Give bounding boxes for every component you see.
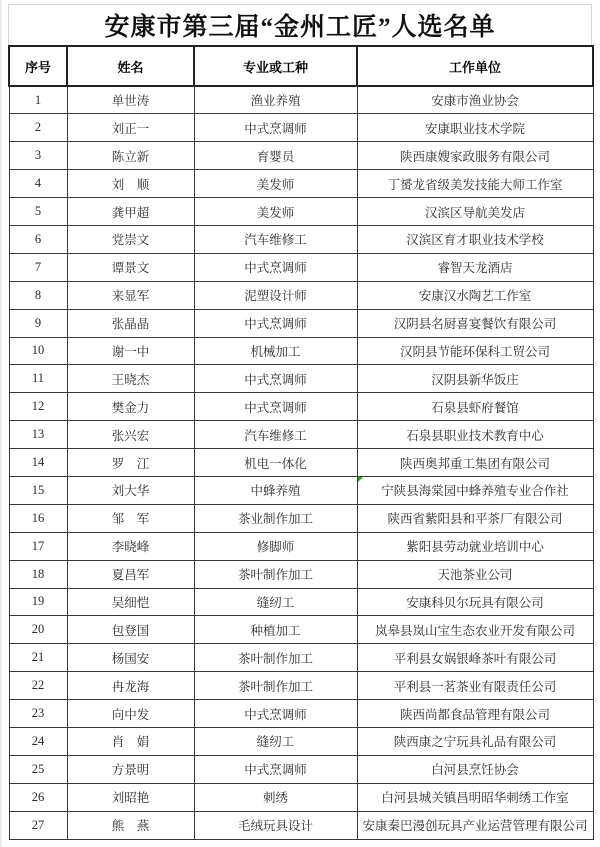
row-number-cell: 6	[9, 225, 67, 253]
work-unit-cell: 安康汉水陶艺工作室	[357, 281, 593, 309]
table-row	[9, 421, 593, 449]
row-number-cell: 14	[9, 449, 67, 477]
work-unit-cell: 宁陕县海棠园中蜂养殖专业合作社	[357, 476, 593, 504]
table-row	[9, 449, 593, 477]
work-unit-cell: 陕西尚都食品管理有限公司	[357, 700, 593, 728]
trade-cell: 机械加工	[194, 337, 357, 365]
work-unit-cell: 汉阴县新华饭庄	[357, 365, 593, 393]
name-cell: 冉龙海	[67, 672, 194, 700]
work-unit-cell: 陕西省紫阳县和平茶厂有限公司	[357, 504, 593, 532]
table-row	[9, 142, 593, 170]
row-number-cell: 9	[9, 309, 67, 337]
trade-cell: 修脚师	[194, 532, 357, 560]
header-trade: 专业或工种	[194, 46, 357, 86]
table-row	[9, 114, 593, 142]
row-number-cell: 27	[9, 811, 67, 839]
row-number-cell: 25	[9, 755, 67, 783]
work-unit-cell: 天池茶业公司	[357, 560, 593, 588]
row-number-cell: 23	[9, 700, 67, 728]
work-unit-cell: 汉滨区导航美发店	[357, 198, 593, 226]
work-unit-cell: 石泉县虾府餐馆	[357, 393, 593, 421]
trade-cell: 机电一体化	[194, 449, 357, 477]
name-cell: 李晓峰	[67, 532, 194, 560]
name-cell: 吴细恺	[67, 588, 194, 616]
work-unit-cell: 安康职业技术学院	[357, 114, 593, 142]
row-number-cell: 8	[9, 281, 67, 309]
table-row	[9, 672, 593, 700]
work-unit-cell: 汉滨区育才职业技术学校	[357, 225, 593, 253]
table-row	[9, 811, 593, 839]
work-unit-cell: 石泉县职业技术教育中心	[357, 421, 593, 449]
work-unit-cell: 平利县女娲银峰茶叶有限公司	[357, 644, 593, 672]
work-unit-cell: 岚皋县岚山宝生态农业开发有限公司	[357, 616, 593, 644]
trade-cell: 中式烹调师	[194, 114, 357, 142]
name-cell: 向中发	[67, 700, 194, 728]
table-row	[9, 393, 593, 421]
name-cell: 熊 燕	[67, 811, 194, 839]
work-unit-cell: 丁赟龙省级美发技能大师工作室	[357, 170, 593, 198]
table-row	[9, 198, 593, 226]
trade-cell: 渔业养殖	[194, 86, 357, 114]
row-number-cell: 3	[9, 142, 67, 170]
trade-cell: 刺绣	[194, 783, 357, 811]
table-row	[9, 225, 593, 253]
row-number-cell: 10	[9, 337, 67, 365]
name-cell: 张晶晶	[67, 309, 194, 337]
row-number-cell: 15	[9, 476, 67, 504]
work-unit-cell: 汉阴县名厨喜宴餐饮有限公司	[357, 309, 593, 337]
name-cell: 来显军	[67, 281, 194, 309]
trade-cell: 中式烹调师	[194, 755, 357, 783]
name-cell: 龚甲超	[67, 198, 194, 226]
table-row	[9, 309, 593, 337]
name-cell: 陈立新	[67, 142, 194, 170]
trade-cell: 茶叶制作加工	[194, 672, 357, 700]
trade-cell: 中式烹调师	[194, 253, 357, 281]
name-cell: 张兴宏	[67, 421, 194, 449]
work-unit-cell: 陕西康嫂家政服务有限公司	[357, 142, 593, 170]
row-number-cell: 4	[9, 170, 67, 198]
name-cell: 罗 江	[67, 449, 194, 477]
work-unit-cell: 安康科贝尔玩具有限公司	[357, 588, 593, 616]
row-number-cell: 12	[9, 393, 67, 421]
trade-cell: 汽车维修工	[194, 421, 357, 449]
page-title: 安康市第三届“金州工匠”人选名单	[104, 14, 496, 41]
header-name: 姓名	[67, 46, 194, 86]
row-number-cell: 17	[9, 532, 67, 560]
name-cell: 邹 军	[67, 504, 194, 532]
row-number-cell: 5	[9, 198, 67, 226]
row-number-cell: 26	[9, 783, 67, 811]
trade-cell: 种植加工	[194, 616, 357, 644]
trade-cell: 中式烹调师	[194, 365, 357, 393]
trade-cell: 育婴员	[194, 142, 357, 170]
table-row	[9, 337, 593, 365]
name-cell: 刘昭艳	[67, 783, 194, 811]
name-cell: 刘大华	[67, 476, 194, 504]
table-row	[9, 476, 593, 504]
table-row	[9, 253, 593, 281]
table-row	[9, 560, 593, 588]
trade-cell: 中式烹调师	[194, 393, 357, 421]
table-row	[9, 616, 593, 644]
table-row	[9, 700, 593, 728]
trade-cell: 中式烹调师	[194, 700, 357, 728]
header-work-unit: 工作单位	[357, 46, 593, 86]
row-number-cell: 22	[9, 672, 67, 700]
row-number-cell: 13	[9, 421, 67, 449]
document-title-block	[8, 4, 592, 45]
trade-cell: 茶叶制作加工	[194, 560, 357, 588]
trade-cell: 中式烹调师	[194, 309, 357, 337]
trade-cell: 缝纫工	[194, 727, 357, 755]
row-number-cell: 20	[9, 616, 67, 644]
row-number-cell: 16	[9, 504, 67, 532]
table-row	[9, 281, 593, 309]
work-unit-cell: 平利县一茗茶业有限责任公司	[357, 672, 593, 700]
header-row	[9, 46, 593, 86]
table-row	[9, 783, 593, 811]
trade-cell: 茶叶制作加工	[194, 644, 357, 672]
row-number-cell: 21	[9, 644, 67, 672]
work-unit-cell: 紫阳县劳动就业培训中心	[357, 532, 593, 560]
work-unit-cell: 安康秦巴漫创玩具产业运营管理有限公司	[357, 811, 593, 839]
cell-error-marker-icon	[358, 477, 363, 482]
trade-cell: 汽车维修工	[194, 225, 357, 253]
table-row	[9, 755, 593, 783]
name-cell: 杨国安	[67, 644, 194, 672]
table-row	[9, 532, 593, 560]
table-row	[9, 170, 593, 198]
table-row	[9, 86, 593, 114]
craftsman-roster-table	[8, 45, 594, 840]
name-cell: 肖 娟	[67, 727, 194, 755]
name-cell: 党崇文	[67, 225, 194, 253]
row-number-cell: 18	[9, 560, 67, 588]
work-unit-cell: 睿智天龙酒店	[357, 253, 593, 281]
page-edge	[0, 0, 2, 847]
row-number-cell: 2	[9, 114, 67, 142]
name-cell: 方景明	[67, 755, 194, 783]
trade-cell: 美发师	[194, 198, 357, 226]
name-cell: 单世涛	[67, 86, 194, 114]
name-cell: 谭景文	[67, 253, 194, 281]
name-cell: 夏昌军	[67, 560, 194, 588]
work-unit-cell: 陕西康之宁玩具礼品有限公司	[357, 727, 593, 755]
table-row	[9, 365, 593, 393]
name-cell: 刘正一	[67, 114, 194, 142]
work-unit-cell: 汉阴县节能环保科工贸公司	[357, 337, 593, 365]
work-unit-cell: 陕西奥邦重工集团有限公司	[357, 449, 593, 477]
trade-cell: 泥塑设计师	[194, 281, 357, 309]
table-row	[9, 644, 593, 672]
row-number-cell: 24	[9, 727, 67, 755]
row-number-cell: 7	[9, 253, 67, 281]
table-row	[9, 727, 593, 755]
name-cell: 刘 顺	[67, 170, 194, 198]
table-row	[9, 588, 593, 616]
work-unit-cell: 白河县烹饪协会	[357, 755, 593, 783]
name-cell: 谢一中	[67, 337, 194, 365]
row-number-cell: 1	[9, 86, 67, 114]
trade-cell: 缝纫工	[194, 588, 357, 616]
row-number-cell: 11	[9, 365, 67, 393]
trade-cell: 茶业制作加工	[194, 504, 357, 532]
name-cell: 包登国	[67, 616, 194, 644]
trade-cell: 中蜂养殖	[194, 476, 357, 504]
name-cell: 樊金力	[67, 393, 194, 421]
row-number-cell: 19	[9, 588, 67, 616]
work-unit-cell: 白河县城关镇昌明昭华刺绣工作室	[357, 783, 593, 811]
header-serial-number: 序号	[9, 46, 67, 86]
table-row	[9, 504, 593, 532]
name-cell: 王晓杰	[67, 365, 194, 393]
trade-cell: 美发师	[194, 170, 357, 198]
trade-cell: 毛绒玩具设计	[194, 811, 357, 839]
work-unit-cell: 安康市渔业协会	[357, 86, 593, 114]
